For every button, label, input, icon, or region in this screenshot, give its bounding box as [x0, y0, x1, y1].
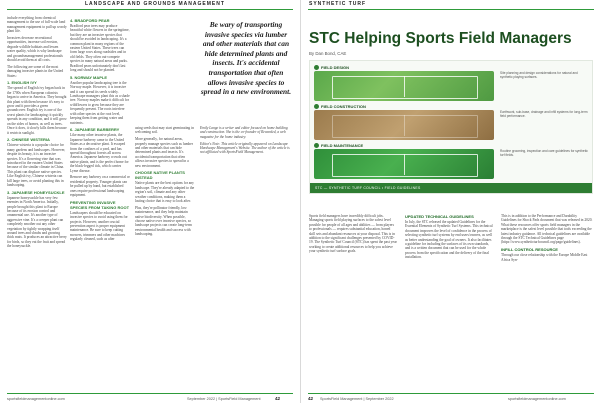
- diagram-row-title: FIELD MAINTENANCE: [314, 143, 363, 148]
- header-rule: [7, 9, 293, 10]
- section-heading: INFILL CONTROL RESOURCE: [501, 247, 558, 253]
- leaf-icon: [314, 104, 319, 109]
- section-text: The spread of English ivy began back in the 1700s when European colonists began to arrive in America. They brought this plant with them because it's easy to grow and it provides a green groundcover. English ivy is one of the worst plants for landscaping: it quickly spreads in any condition, and it will grow on the sides of homes, as well as trees. Once it does, it slowly kills them because it restricts sunlight.: [7, 86, 67, 135]
- header-rule: [308, 9, 594, 10]
- section-text: Plus, they're pollinator friendly, low maintenance, and they help maintain native biodiversity. When possible, choose native over invasive species, so landscape projects can create long-term environmental health and success with landscaping.: [135, 205, 192, 237]
- footer-url[interactable]: sportsfieldmanagementonline.com: [508, 397, 566, 401]
- diagram-row-design: [314, 65, 590, 103]
- section-text: Remove any barberry on a commercial or residential property. Younger plants can be pulled up by hand, but established ones require professional landscaping equipment.: [70, 175, 130, 197]
- section-text: Another popular landscaping tree is the Norway maple. However, it is invasive and it can spread its seeds widely. Landscape managers plant this as a shade tree. Norway maples make it difficult for wildflowers to grow because they are frequently present. The roots interfere with other species at the root level, keeping them from getting water and nutrients.: [70, 80, 130, 125]
- section-text: Through our close relationship with the Europe Middle East Africa Syn-: [501, 253, 588, 262]
- diagram-notes: Earthwork, sub-base, drainage and infill systems for long-term field performance.: [500, 110, 588, 118]
- leaf-icon: [314, 65, 319, 70]
- section-text: using seeds that may start germinating in welcoming soil.: [135, 126, 194, 135]
- section-text: Landscapers should be educated on invasive species to avoid using them for projects. However, another crucial prevention aspect is proper equipment maintenance. Be sure to keep cutting mowers, trimmers and other machines regularly cleaned, such as after: [70, 210, 128, 242]
- intro-para: include everything from chemical management to the use of full-scale land management equipment to pull up woody plant life.: [7, 16, 67, 34]
- right-page-footer: [308, 393, 594, 403]
- field-guidelines-diagram: [309, 60, 593, 194]
- field-image: [314, 71, 494, 101]
- diagram-footer: STC — SYNTHETIC TURF COUNCIL • FIELD GUIDELINES: [310, 183, 592, 193]
- section-heading: 2. CHINESE WISTERIA: [7, 137, 50, 143]
- section-heading: 5. NORWAY MAPLE: [70, 74, 108, 80]
- section-label: SYNTHETIC TURF: [309, 1, 367, 7]
- right-page-header: [301, 0, 600, 9]
- diagram-notes: Routine grooming, inspection and care guidelines for synthetic turf fields.: [500, 149, 588, 157]
- left-page-footer: [7, 393, 293, 403]
- left-page-header: [0, 0, 300, 9]
- footer-issue: SportsField Management | September 2022: [320, 397, 394, 401]
- section-text: In July, the STC released the updated Guidelines for the Essential Elements of Synthetic Turf Systems. This technical document improves the level of confidence in the process of selecting synthetic turf systems by end users/owners, as well as better understanding the goal of owners. It also facilitates a guideline for including the surfaces of its own standards, and is a written document that can be used for the whole process from the specification and the delivery of the final installation.: [405, 220, 493, 260]
- section-text: Sports field managers have incredibly difficult jobs. Managing sports field playing surfaces to the safest level possible for people of all ages and abilities — from players to professionals — requires substantial education, honed skill sets and abundant resources at your disposal. This is in addition to the significant challenges presented by COVID-19. The Synthetic Turf Council (STC) has spent the past year working to create additional resources to help you achieve your synthetic turf surface goals.: [309, 214, 397, 254]
- section-heading: PREVENTING INVASIVE SPECIES FROM TAKING ROOT: [70, 199, 130, 210]
- footer-issue: September 2022 | SportsField Management: [187, 397, 261, 401]
- field-image: [314, 149, 494, 179]
- leaf-icon: [314, 143, 319, 148]
- editor-note: Editor's Note: This article originally appeared on Landscape Hardscape Management's Website. The author of the article is not affiliated with SportsField Management.: [200, 141, 290, 155]
- right-column-3: [501, 214, 593, 384]
- right-column-2: [405, 212, 493, 384]
- right-page: [300, 0, 600, 403]
- intro-para: The following are some of the most damaging invasive plants in the United States:: [7, 64, 64, 78]
- section-text: More generally, for natural areas, properly manage species such as lumber and other materials that can hide determined plants and insects. It's accidental transportation that often allows invasive species to spread in a new environment.: [135, 137, 193, 168]
- left-column-1: [7, 16, 67, 386]
- left-column-3: [135, 126, 195, 386]
- footer-url[interactable]: sportsfieldmanagementonline.com: [7, 397, 65, 401]
- diagram-row-title: FIELD CONSTRUCTION: [314, 104, 366, 109]
- pull-quote: Be wary of transporting invasive species via lumber and other materials that can hide determined plants and insects. It's accidental transportation that often allows invasive species to spread in a new environment.: [200, 20, 292, 97]
- left-column-2: [70, 16, 130, 386]
- section-text: Japanese honeysuckle has very few enemies in North America. Initially, people brought this plant to Europe because of its erosion control and ornamental use. It's another type of aggressive vine. It's a creeper plant can completely smother out any other vegetation by tightly wrapping itself around trees and shrubs and growing thick mats. It produces an attractive berry for birds, so they eat the fruit and spread the honeysuckle.: [7, 195, 67, 249]
- section-heading: 3. JAPANESE HONEYSUCKLE: [7, 189, 65, 195]
- section-heading: CHOOSE NATIVE PLANTS INSTEAD: [135, 170, 185, 181]
- diagram-row-construction: [314, 104, 590, 142]
- section-heading: 1. ENGLISH IVY: [7, 80, 37, 86]
- section-text: Bradford pear trees may produce beautiful white flowers in the springtime, but they are an invasive species that should be avoided in landscaping. It's a common plant in many regions of the eastern United States. These trees can form large rows along roadsides and in old fields. They often out-compete species in many natural areas and parks. Bradford pears unfortunately don't last long and should not be planted.: [70, 24, 130, 73]
- left-column-4: [200, 126, 292, 386]
- section-heading: UPDATED TECHNICAL GUIDELINES: [405, 214, 474, 219]
- section-text: Like many other invasive plants, the Japanese barberry came to the United States as a decorative plant. It escaped from the confines of a yard, and has spread throughout forests all across America. Japanese barberry crowds out native plants, and is the perfect home for the black-legged tick, which carries Lyme disease.: [70, 133, 129, 173]
- field-image: [314, 110, 494, 140]
- section-heading: 4. BRADFORD PEAR: [70, 18, 110, 23]
- intro-para: Invasives decrease recreational opportunities, increase soil erosion, degrade wildlife habitats and lessen water quality, which is why landscape and groundsmanagement professionals should avoid them at all costs.: [7, 36, 63, 63]
- section-heading: 6. JAPANESE BARBERRY: [70, 127, 120, 133]
- section-text: Chinese wisteria is a popular choice for many gardens and landscapes. However, despite its beauty, it is an invasive species. It's a flowering vine that was introduced in the eastern United States because of the similar climate in China. This plant can displace native species. Like English ivy, Chinese wisteria can kill large trees, or avoid planting this in landscaping.: [7, 143, 66, 187]
- page-number: 42: [275, 396, 281, 401]
- section-text: Native plants are the best options for any landscape. They're already adapted to the region's soil, climate and any other weather conditions, making them a lasting choice that is easy to look after.: [135, 181, 195, 204]
- page-number: 42: [308, 396, 314, 401]
- diagram-row-title: FIELD DESIGN: [314, 65, 349, 70]
- section-label: LANDSCAPE AND GROUNDS MANAGEMENT: [85, 1, 225, 7]
- article-byline: By Dan Bond, CAE: [309, 51, 347, 56]
- diagram-notes: Site planning and design considerations for natural and synthetic playing surfaces.: [500, 71, 578, 79]
- right-column-1: [309, 214, 397, 384]
- section-text: This is in addition to the Performance and Durability Guidelines for Shock Pads document that was released in 2020. What these resources offer sports field managers in the marketplace is the safest level possible that tools exceeding the latest industry guidance. All technical guidelines are available through the STC Technical Guidelines page (https://www.syntheticturfcouncil.org/page/guidelines).: [501, 214, 593, 245]
- author-bio: Emily Lange is a writer and editor focused on home building and construction. She is the co-founder of Rewarded, a web magazine for the home industry.: [200, 126, 288, 139]
- diagram-row-maintenance: [314, 143, 590, 181]
- article-title: STC Helping Sports Field Managers: [309, 30, 572, 47]
